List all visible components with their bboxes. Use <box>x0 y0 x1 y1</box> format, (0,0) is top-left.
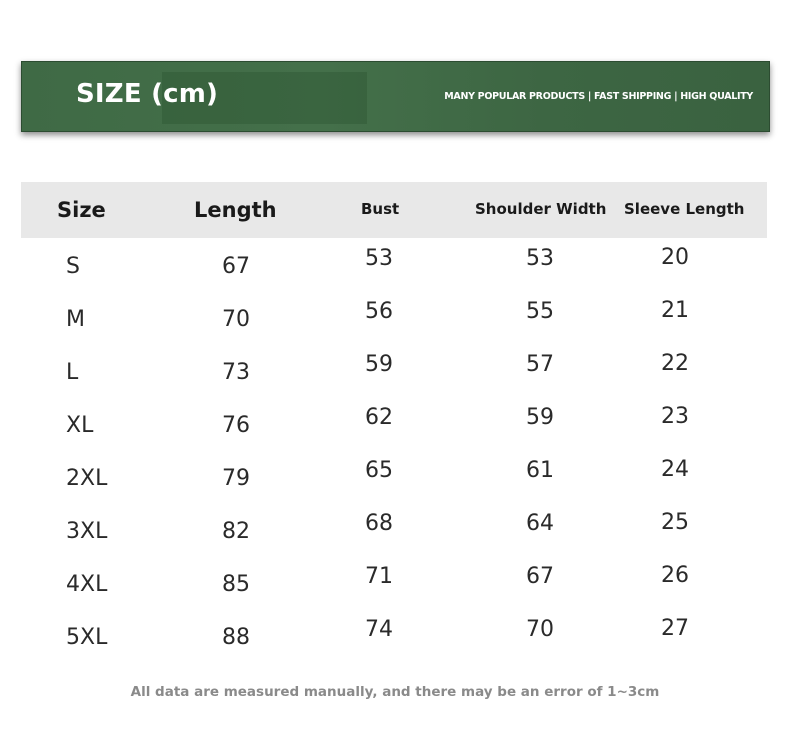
cell-shoulder-width: 67 <box>526 564 554 589</box>
cell-shoulder-width: 59 <box>526 405 554 430</box>
header-size: Size <box>57 198 106 222</box>
cell-length: 88 <box>222 625 250 650</box>
header-bust: Bust <box>361 200 400 218</box>
cell-bust: 53 <box>365 246 393 271</box>
cell-bust: 74 <box>365 617 393 642</box>
cell-sleeve-length: 21 <box>661 298 689 323</box>
cell-shoulder-width: 55 <box>526 299 554 324</box>
cell-size: XL <box>66 413 94 438</box>
cell-sleeve-length: 25 <box>661 510 689 535</box>
cell-sleeve-length: 23 <box>661 404 689 429</box>
measurement-note: All data are measured manually, and there may be an error of 1~3cm <box>130 684 660 700</box>
cell-size: 5XL <box>66 625 108 650</box>
cell-sleeve-length: 24 <box>661 457 689 482</box>
cell-bust: 68 <box>365 511 393 536</box>
header-shoulder-width: Shoulder Width <box>475 200 607 218</box>
cell-sleeve-length: 20 <box>661 245 689 270</box>
cell-sleeve-length: 26 <box>661 563 689 588</box>
cell-length: 67 <box>222 254 250 279</box>
cell-bust: 59 <box>365 352 393 377</box>
cell-shoulder-width: 70 <box>526 617 554 642</box>
cell-length: 79 <box>222 466 250 491</box>
cell-bust: 65 <box>365 458 393 483</box>
table-header <box>21 182 767 238</box>
cell-shoulder-width: 57 <box>526 352 554 377</box>
cell-length: 70 <box>222 307 250 332</box>
cell-length: 73 <box>222 360 250 385</box>
header-length: Length <box>194 198 277 222</box>
cell-size: S <box>66 254 80 279</box>
banner-tagline: MANY POPULAR PRODUCTS | FAST SHIPPING | HIGH QUALITY <box>444 91 753 102</box>
title-banner <box>21 61 770 132</box>
cell-size: M <box>66 307 85 332</box>
cell-length: 82 <box>222 519 250 544</box>
cell-size: 3XL <box>66 519 108 544</box>
cell-size: L <box>66 360 79 385</box>
cell-shoulder-width: 53 <box>526 246 554 271</box>
cell-sleeve-length: 22 <box>661 351 689 376</box>
cell-size: 2XL <box>66 466 108 491</box>
cell-bust: 62 <box>365 405 393 430</box>
banner-title: SIZE (cm) <box>76 79 219 109</box>
cell-bust: 56 <box>365 299 393 324</box>
cell-bust: 71 <box>365 564 393 589</box>
header-sleeve-length: Sleeve Length <box>624 200 745 218</box>
cell-shoulder-width: 61 <box>526 458 554 483</box>
cell-size: 4XL <box>66 572 108 597</box>
cell-shoulder-width: 64 <box>526 511 554 536</box>
cell-sleeve-length: 27 <box>661 616 689 641</box>
cell-length: 76 <box>222 413 250 438</box>
cell-length: 85 <box>222 572 250 597</box>
